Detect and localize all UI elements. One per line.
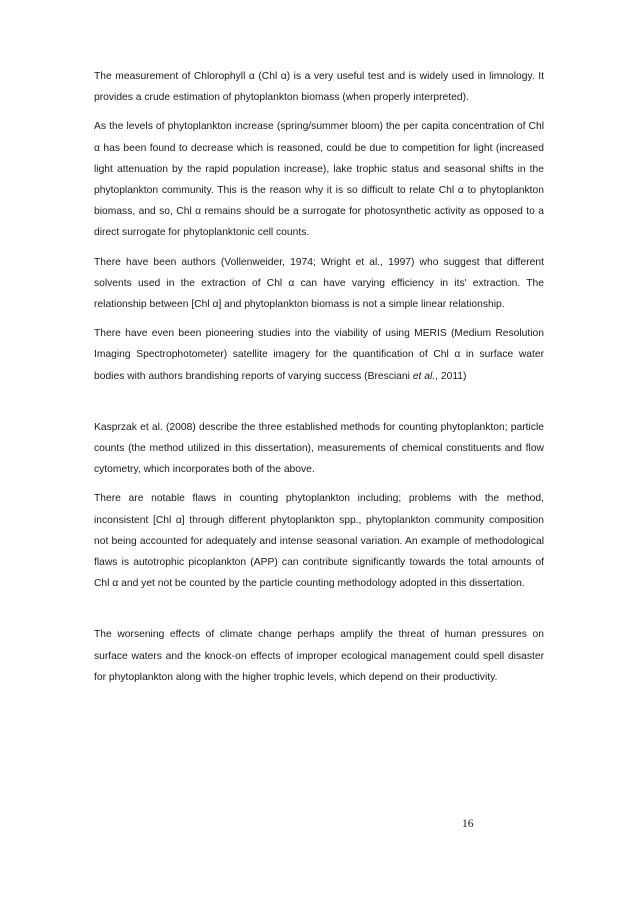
section-spacer: [94, 602, 544, 624]
paragraph-climate-change: The worsening effects of climate change perhaps amplify the threat of human pressures on surface waters and the knock-on effects of improper ecological management could spell disaster for phytoplankton along with the higher trophic levels, which depend on their productivity.: [94, 629, 544, 683]
paragraph-counting-flaws: There are notable flaws in counting phytoplankton including; problems with the method, inconsistent [Chl α] through different phytoplankton spp., phytoplankton community composition not being accounted for adequately and intense seasonal variation. An example of methodological flaws is autotrophic picoplankton (APP) can contribute significantly towards the total amounts of Chl α and yet not be counted by the particle counting methodology adopted in this dissertation.: [94, 493, 544, 590]
page-number: 16: [462, 818, 474, 830]
body-text: [94, 66, 544, 696]
paragraph-counting-methods: Kasprzak et al. (2008) describe the three established methods for counting phytoplankton; particle counts (the method utilized in this dissertation), measurements of chemical constituents and flow cytometry, which incorporates both of the above.: [94, 421, 544, 476]
paragraph-solvents: There have been authors (Vollenweider, 1974; Wright et al., 1997) who suggest that different solvents used in the extraction of Chl α can have varying efficiency in its' extraction. The relationship between [Chl α] and phytoplankton biomass is not a simple linear relationship.: [94, 256, 544, 311]
meris-citation-etal: et al.: [412, 370, 436, 382]
meris-text: There have even been pioneering studies into the viability of using MERIS (Medium Resolution Imaging Spectrophotometer) satellite imagery for the quantification of Chl α in surface water bodies with authors brandishing reports of varying success (Bresciani: [94, 328, 544, 382]
meris-citation-year: , 2011): [435, 370, 467, 382]
paragraph-chlorophyll-intro: The measurement of Chlorophyll α (Chl α) is a very useful test and is widely used in limnology. It provides a crude estimation of phytoplankton biomass (when properly interpreted).: [94, 71, 544, 104]
paragraph-per-capita-concentration: As the levels of phytoplankton increase (spring/summer bloom) the per capita concentration of Chl α has been found to decrease which is reasoned, could be due to competition for light (increased light attenuation by the rapid population increase), lake trophic status and seasonal shifts in the phytoplankton community. This is the reason why it is so difficult to relate Chl α to phytoplankton biomass, and so, Chl α remains should be a surrogate for photosynthetic activity as opposed to a direct surrogate for phytoplanktonic cell counts.: [94, 121, 544, 239]
section-spacer: [94, 395, 544, 417]
paragraph-meris: [94, 323, 544, 387]
